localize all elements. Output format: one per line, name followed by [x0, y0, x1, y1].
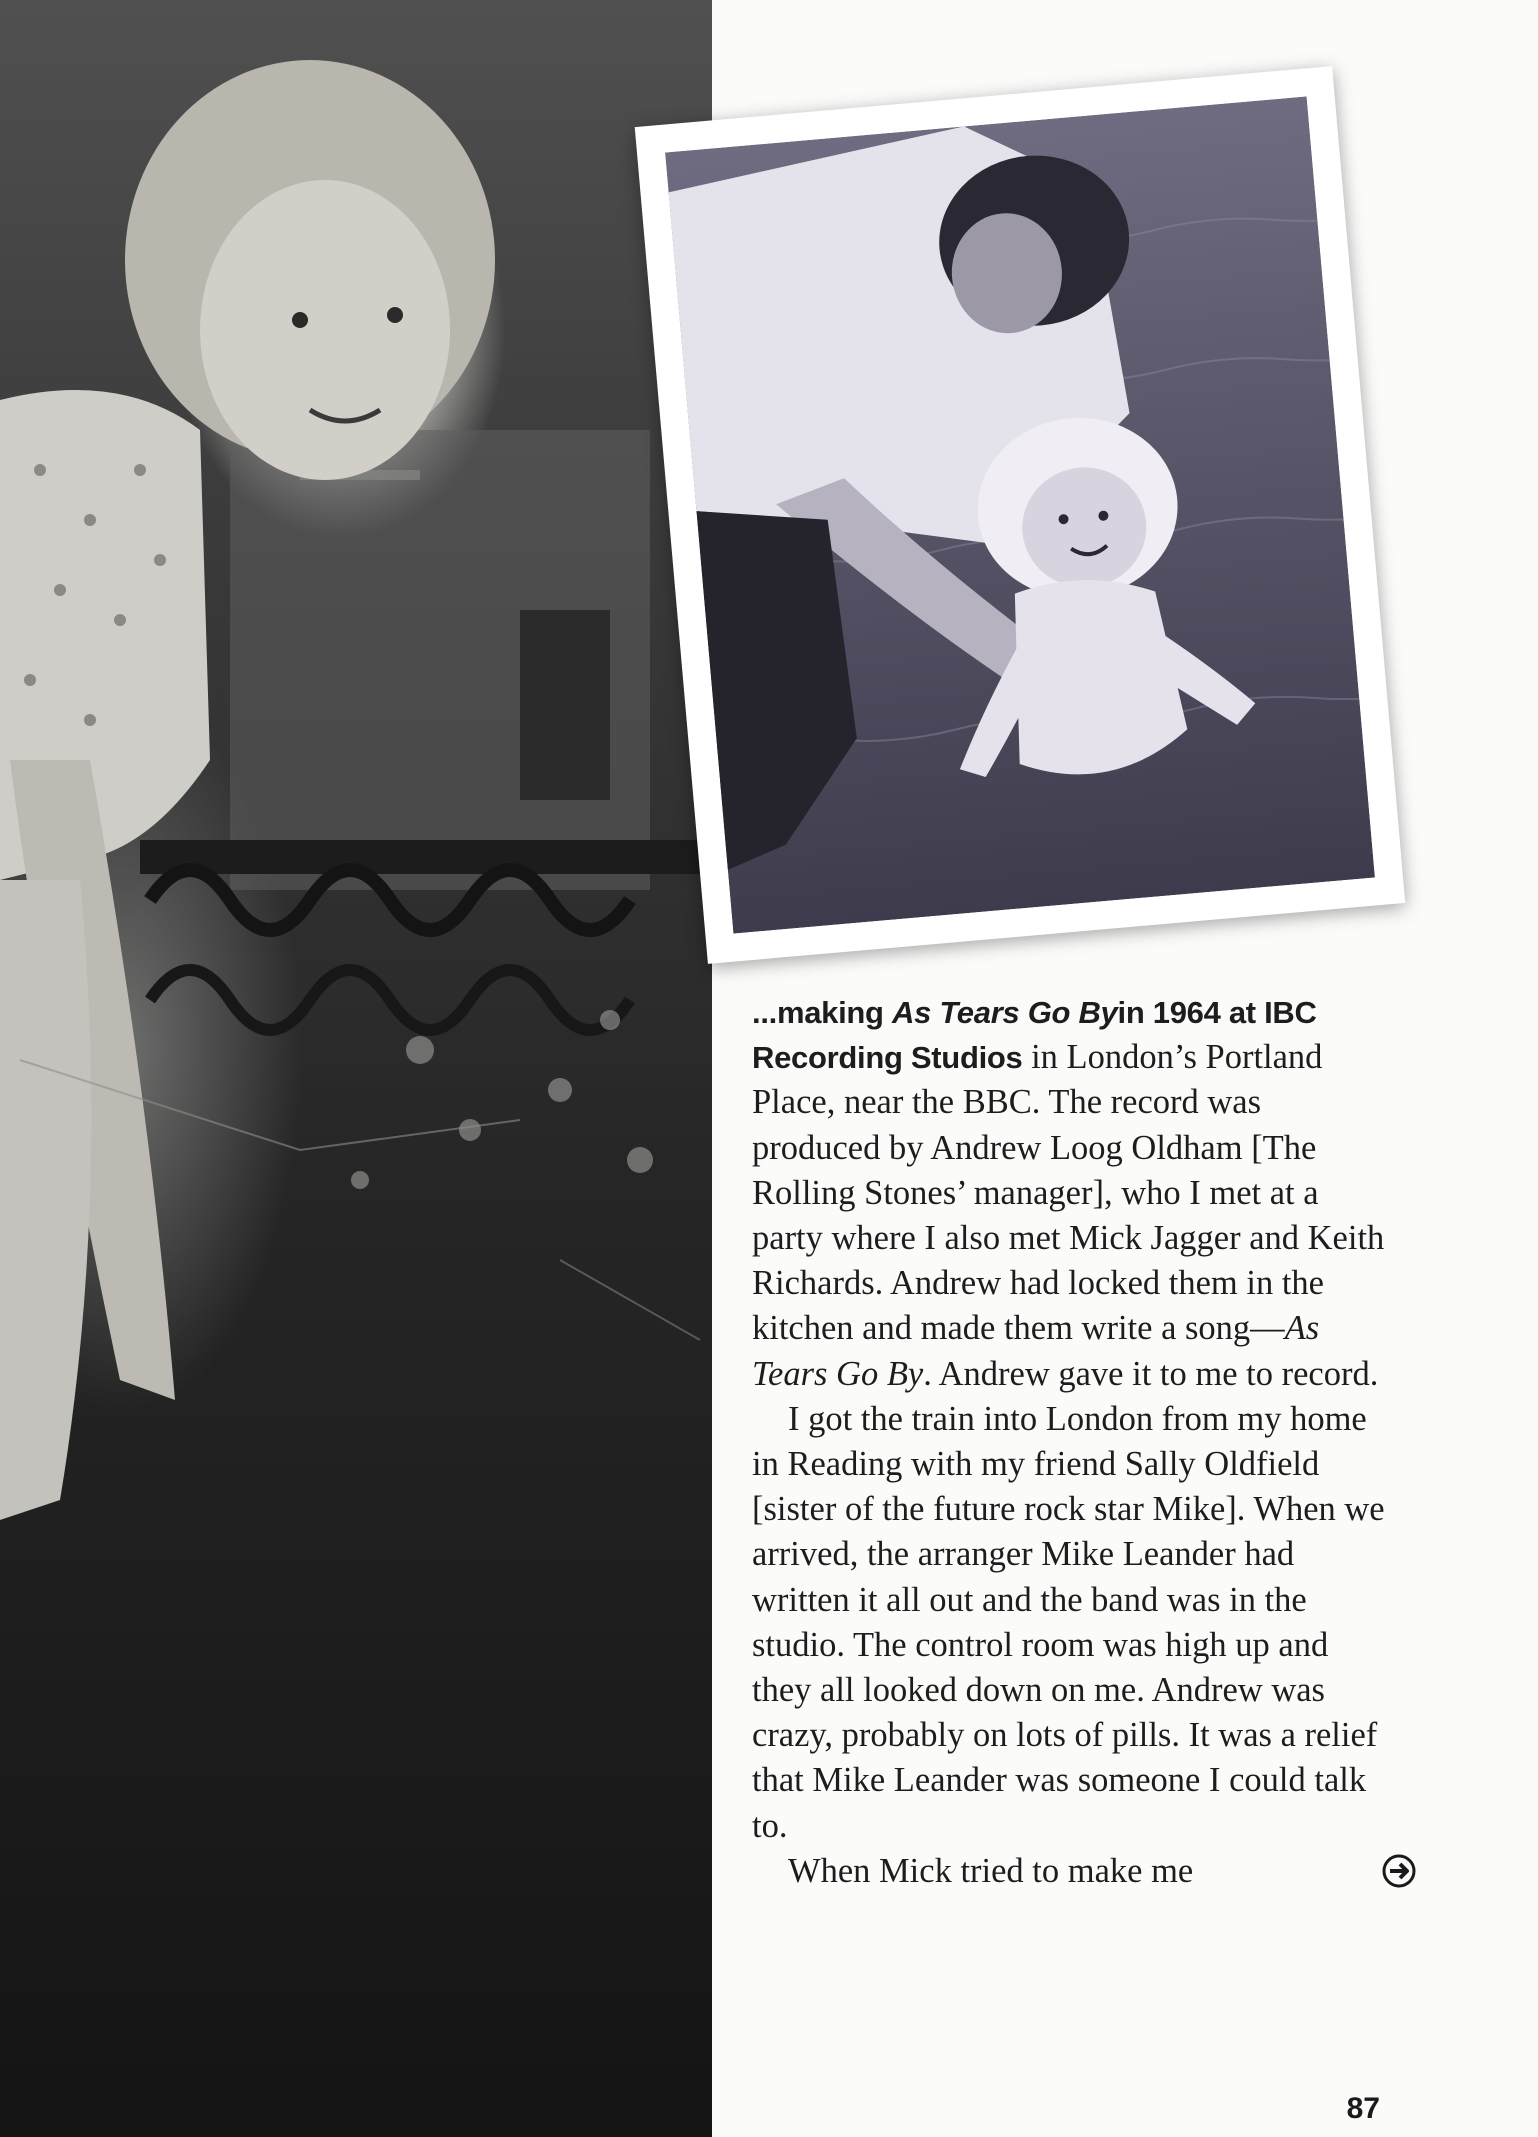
- article-paragraph-2: I got the train into London from my home in Reading with my friend Sally Oldfield [sister of the future rock star Mike]. When we arrived, the arranger Mike Leander had written it all out and the band was in the studio. The control room was high up and they all looked down on me. Andrew was crazy, probably on lots of pills. It was a relief that Mike Leander was someone I could talk to.: [752, 1399, 1385, 1845]
- paragraph-1-song-title: As Tears Go By: [752, 1309, 1320, 1393]
- left-photo: [0, 0, 712, 2137]
- arrow-right-circle-icon: [1346, 1854, 1380, 1888]
- paragraph-1-text-a: in London’s Portland Place, near the BBC. The record was produced by Andrew Loog Oldham [The Rolling Stones’ manager], who I met at a party where I also met Mick Jagger and Keith Richards. Andrew had locked them in the kitchen and made them write a song—: [752, 1038, 1385, 1348]
- lead-intro: ...making: [752, 995, 892, 1030]
- paragraph-1-text-b: . Andrew gave it to me to record.: [923, 1354, 1379, 1393]
- article-paragraph-1: [752, 990, 1392, 1397]
- article-paragraph-3: [752, 1849, 1392, 1894]
- paragraph-3-text: When Mick tried to make me: [788, 1851, 1194, 1890]
- inset-photo-frame: [635, 66, 1406, 964]
- page-number: 87: [1346, 2092, 1380, 2125]
- left-photo-art: [0, 0, 712, 2137]
- lead-song-title: As Tears Go By: [891, 995, 1118, 1030]
- lead-studio: in 1964 at IBC Recording Studios: [752, 995, 1317, 1076]
- inset-photo-art: [665, 96, 1375, 933]
- article-body: [752, 990, 1392, 1894]
